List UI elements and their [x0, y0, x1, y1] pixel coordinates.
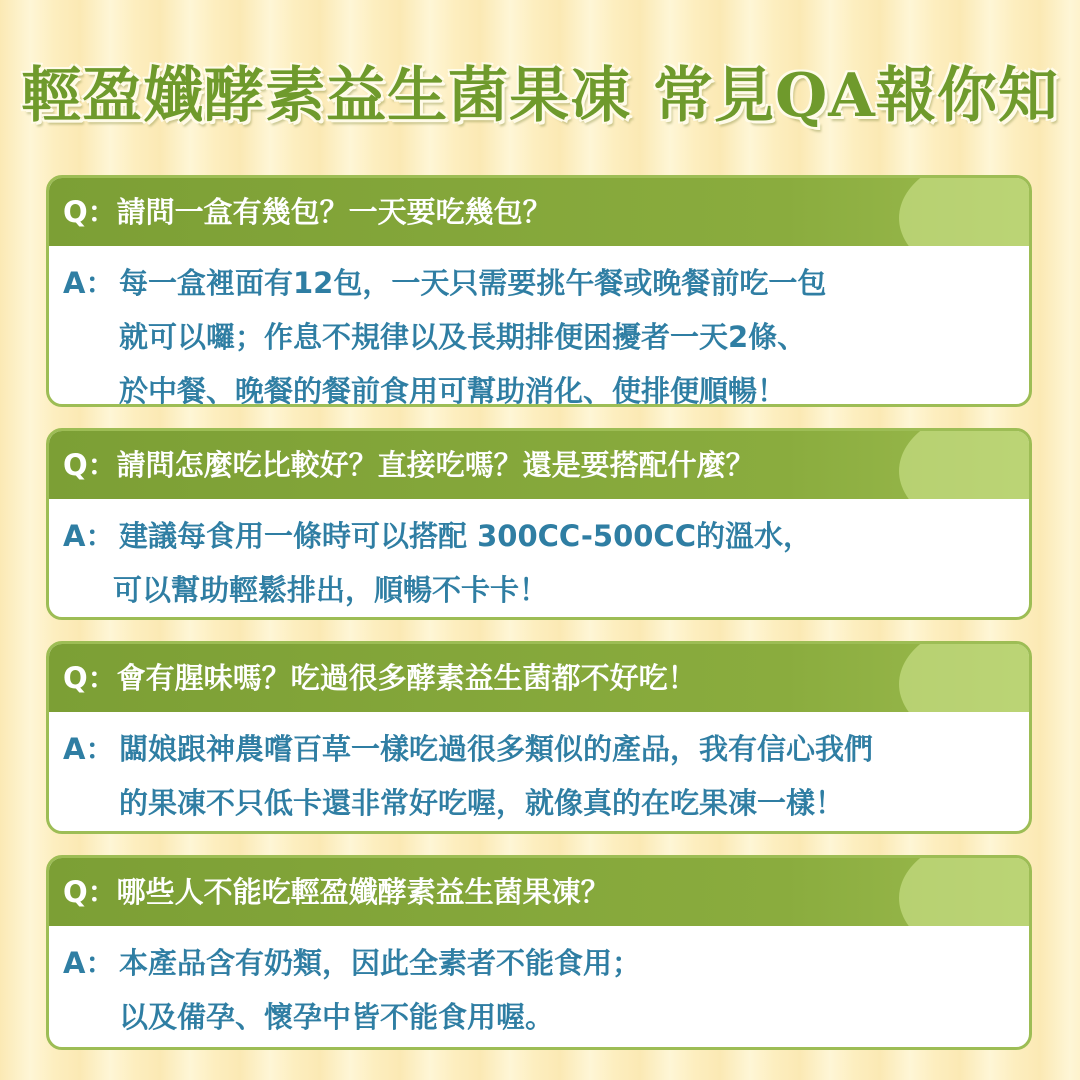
faq-card-1 — [46, 175, 1032, 407]
answer-line: 的果凍不只低卡還非常好吃喔，就像真的在吃果凍一樣！ — [119, 786, 845, 820]
question-text: Q：請問怎麼吃比較好？直接吃嗎？還是要搭配什麼？ — [63, 448, 755, 482]
answer-line: 以及備孕、懷孕中皆不能食用喔。 — [119, 1000, 555, 1034]
answer-line: 每一盒裡面有12包，一天只需要挑午餐或晚餐前吃一包 — [119, 266, 827, 300]
answer-block — [49, 246, 1029, 407]
answer-line: 闆娘跟神農嚐百草一樣吃過很多類似的產品，我有信心我們 — [119, 732, 874, 766]
question-text: Q：請問一盒有幾包？一天要吃幾包？ — [63, 195, 552, 229]
answer-line: 本產品含有奶類，因此全素者不能食用； — [119, 946, 642, 980]
question-bar — [49, 178, 1029, 246]
answer-line: 建議每食用一條時可以搭配 300CC-500CC的溫水， — [119, 519, 812, 553]
answer-prefix: A： — [63, 946, 115, 980]
answer-line: 可以幫助輕鬆排出，順暢不卡卡！ — [113, 573, 549, 607]
answer-block — [49, 926, 1029, 1044]
answer-prefix: A： — [63, 732, 115, 766]
question-text: Q：會有腥味嗎？吃過很多酵素益生菌都不好吃！ — [63, 661, 697, 695]
faq-card-2 — [46, 428, 1032, 620]
answer-prefix: A： — [63, 519, 115, 553]
answer-line: 就可以囉；作息不規律以及長期排便困擾者一天2條、 — [119, 320, 807, 354]
page-title: 輕盈孅酵素益生菌果凍 常見QA報你知 — [21, 61, 1059, 131]
question-bar — [49, 644, 1029, 712]
answer-line: 於中餐、晚餐的餐前食用可幫助消化、使排便順暢！ — [119, 374, 787, 407]
answer-block — [49, 712, 1029, 830]
question-text: Q：哪些人不能吃輕盈孅酵素益生菌果凍？ — [63, 875, 610, 909]
answer-prefix: A： — [63, 266, 115, 300]
faq-card-3 — [46, 641, 1032, 834]
question-bar — [49, 858, 1029, 926]
question-bar — [49, 431, 1029, 499]
faq-card-4 — [46, 855, 1032, 1050]
answer-block — [49, 499, 1029, 617]
